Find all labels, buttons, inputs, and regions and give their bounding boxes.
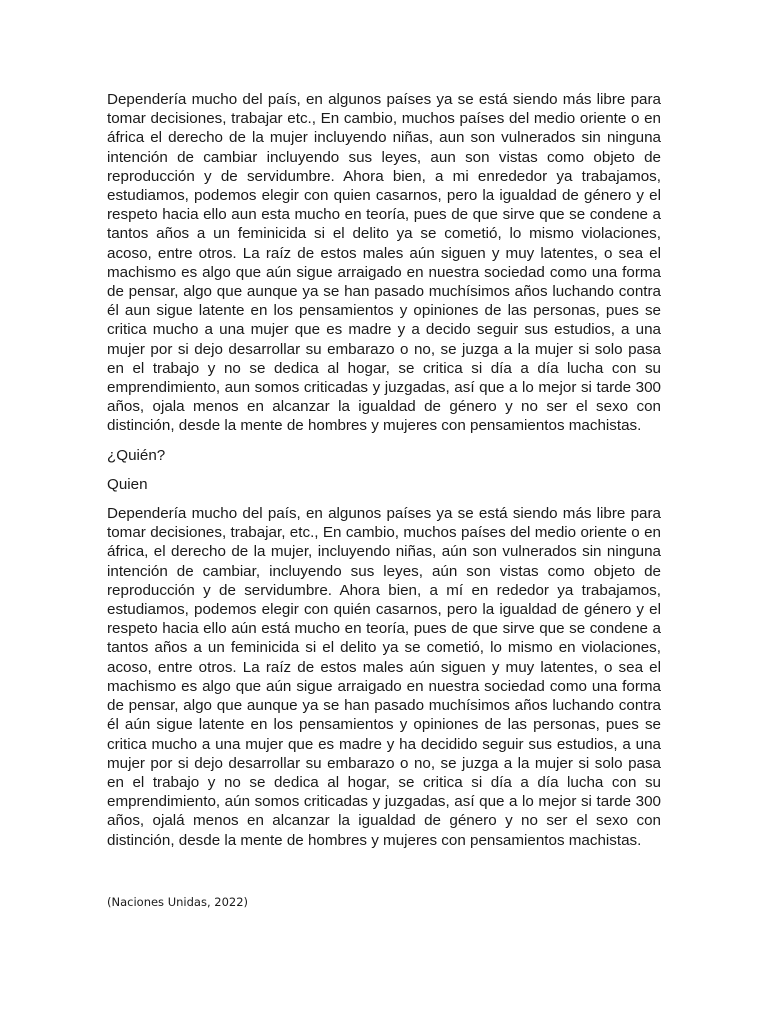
document-body (107, 90, 661, 860)
answer-text: Quien (107, 475, 148, 493)
paragraph-original: Dependería mucho del país, en algunos países ya se está siendo más libre para tomar decisiones, trabajar etc., En cambio, muchos países del medio oriente o en áfrica el derecho de la mujer incluyendo niñas, aun son vulnerados sin ninguna intención de cambiar incluyendo sus leyes, aun son vistas como objeto de reproducción y de servidumbre. Ahora bien, a mi enrededor ya trabajamos, estudiamos, podemos elegir con quien casarnos, pero la igualdad de género y el respeto hacia ello aun esta mucho en teoría, pues de que sirve que se condene a tantos años a un feminicida si el delito ya se cometió, lo mismo violaciones, acoso, entre otros. La raíz de estos males aún siguen y muy latentes, o sea el machismo es algo que aún sigue arraigado en nuestra sociedad como una forma de pensar, algo que aunque ya se han pasado muchísimos años luchando contra él aun sigue latente en los pensamientos y opiniones de las personas, pues se critica mucho a una mujer que es madre y a decido seguir sus estudios, a una mujer por si dejo desarrollar su embarazo o no, se juzga a la mujer si solo pasa en el trabajo y no se dedica al hogar, se critica si día a día lucha con su emprendimiento, aun somos criticadas y juzgadas, así que a lo mejor si tarde 300 años, ojala menos en alcanzar la igualdad de género y no ser el sexo con distinción, desde la mente de hombres y mujeres con pensamientos machistas. (107, 91, 661, 435)
paragraph-corrected: Dependería mucho del país, en algunos países ya se está siendo más libre para tomar decisiones, trabajar, etc., En cambio, muchos países del medio oriente o en áfrica, el derecho de la mujer, incluyendo niñas, aún son vulnerados sin ninguna intención de cambiar, incluyendo sus leyes, aún son vistas como objeto de reproducción y de servidumbre. Ahora bien, a mí en rededor ya trabajamos, estudiamos, podemos elegir con quién casarnos, pero la igualdad de género y el respeto hacia ello aún está mucho en teoría, pues de que sirve que se condene a tantos años a un feminicida si el delito ya se cometió, lo mismo en violaciones, acoso, entre otros. La raíz de estos males aún siguen y muy latentes, o sea el machismo es algo que aún sigue arraigado en nuestra sociedad como una forma de pensar, algo que aunque ya se han pasado muchísimos años luchando contra él aún sigue latente en los pensamientos y opiniones de las personas, pues se critica mucho a una mujer que es madre y ha decidido seguir sus estudios, a una mujer por si dejo desarrollar su embarazo o no, se juzga a la mujer si solo pasa en el trabajo y no se dedica al hogar, se critica si día a día lucha con su emprendimiento, aún somos criticadas y juzgadas, así que a lo mejor si tarde 300 años, ojalá menos en alcanzar la igualdad de género y no ser el sexo con distinción, desde la mente de hombres y mujeres con pensamientos machistas. (107, 505, 661, 849)
citation: (Naciones Unidas, 2022) (107, 895, 249, 909)
question-text: ¿Quién? (107, 446, 166, 464)
